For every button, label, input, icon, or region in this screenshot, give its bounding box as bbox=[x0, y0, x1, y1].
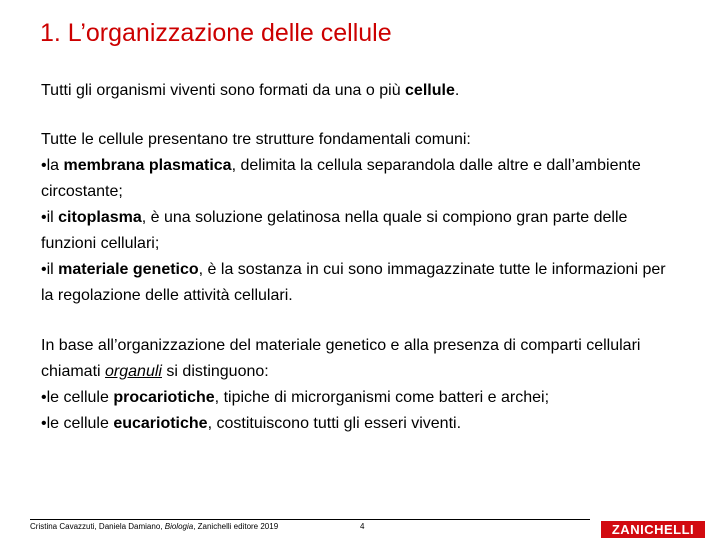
classification-text: In base all’organizzazione del materiale genetico e alla presenza di comparti cellulari chiamati bbox=[41, 337, 641, 380]
cell-type-item-prokaryotic bbox=[41, 385, 681, 411]
slide-title: 1. L’organizzazione delle cellule bbox=[40, 19, 392, 47]
bullet-prefix: •la bbox=[41, 157, 64, 174]
organuli-term: organuli bbox=[105, 363, 162, 380]
bullet-prefix: •le cellule bbox=[41, 389, 114, 406]
item-text: , costituiscono tutti gli esseri viventi. bbox=[207, 415, 462, 432]
page-number: 4 bbox=[360, 522, 365, 531]
footer-credit bbox=[30, 522, 278, 532]
bold-term: procariotiche bbox=[113, 389, 215, 406]
footer-authors: Cristina Cavazzuti, Daniela Damiano, bbox=[30, 522, 165, 531]
item-text: , delimita la cellula separandola dalle altre e dall’ambiente circostante; bbox=[41, 157, 641, 200]
intro-end: . bbox=[454, 82, 460, 99]
footer-publisher: , Zanichelli editore 2019 bbox=[193, 522, 279, 531]
footer-divider bbox=[30, 519, 590, 520]
structure-item-genetic-material bbox=[41, 257, 681, 309]
slide-content bbox=[41, 78, 681, 437]
item-text: , è una soluzione gelatinosa nella quale si compiono gran parte delle funzioni cellulari; bbox=[41, 209, 628, 252]
structure-item-cytoplasm bbox=[41, 205, 681, 257]
cell-type-item-eukaryotic bbox=[41, 411, 681, 437]
bold-term: membrana plasmatica bbox=[63, 157, 232, 174]
bullet-prefix: •il bbox=[41, 261, 59, 278]
intro-text: Tutti gli organismi viventi sono formati da una o più bbox=[41, 82, 406, 99]
item-text: , tipiche di microrganismi come batteri e archei; bbox=[214, 389, 550, 406]
intro-paragraph bbox=[41, 78, 681, 104]
bullet-prefix: •le cellule bbox=[41, 415, 114, 432]
structures-intro: Tutte le cellule presentano tre strutture fondamentali comuni: bbox=[41, 131, 471, 148]
item-text: , è la sostanza in cui sono immagazzinate tutte le informazioni per la regolazione delle attività cellulari. bbox=[41, 261, 666, 304]
bold-term: citoplasma bbox=[58, 209, 142, 226]
intro-term: cellule bbox=[405, 82, 455, 99]
structure-item-membrane bbox=[41, 153, 681, 205]
bullet-prefix: •il bbox=[41, 209, 59, 226]
classification-paragraph bbox=[41, 333, 681, 385]
bold-term: eucariotiche bbox=[113, 415, 208, 432]
classification-end: si distinguono: bbox=[161, 363, 269, 380]
bold-term: materiale genetico bbox=[58, 261, 199, 278]
zanichelli-logo: ZANICHELLI bbox=[601, 521, 705, 538]
footer-book-title: Biologia bbox=[164, 522, 194, 531]
